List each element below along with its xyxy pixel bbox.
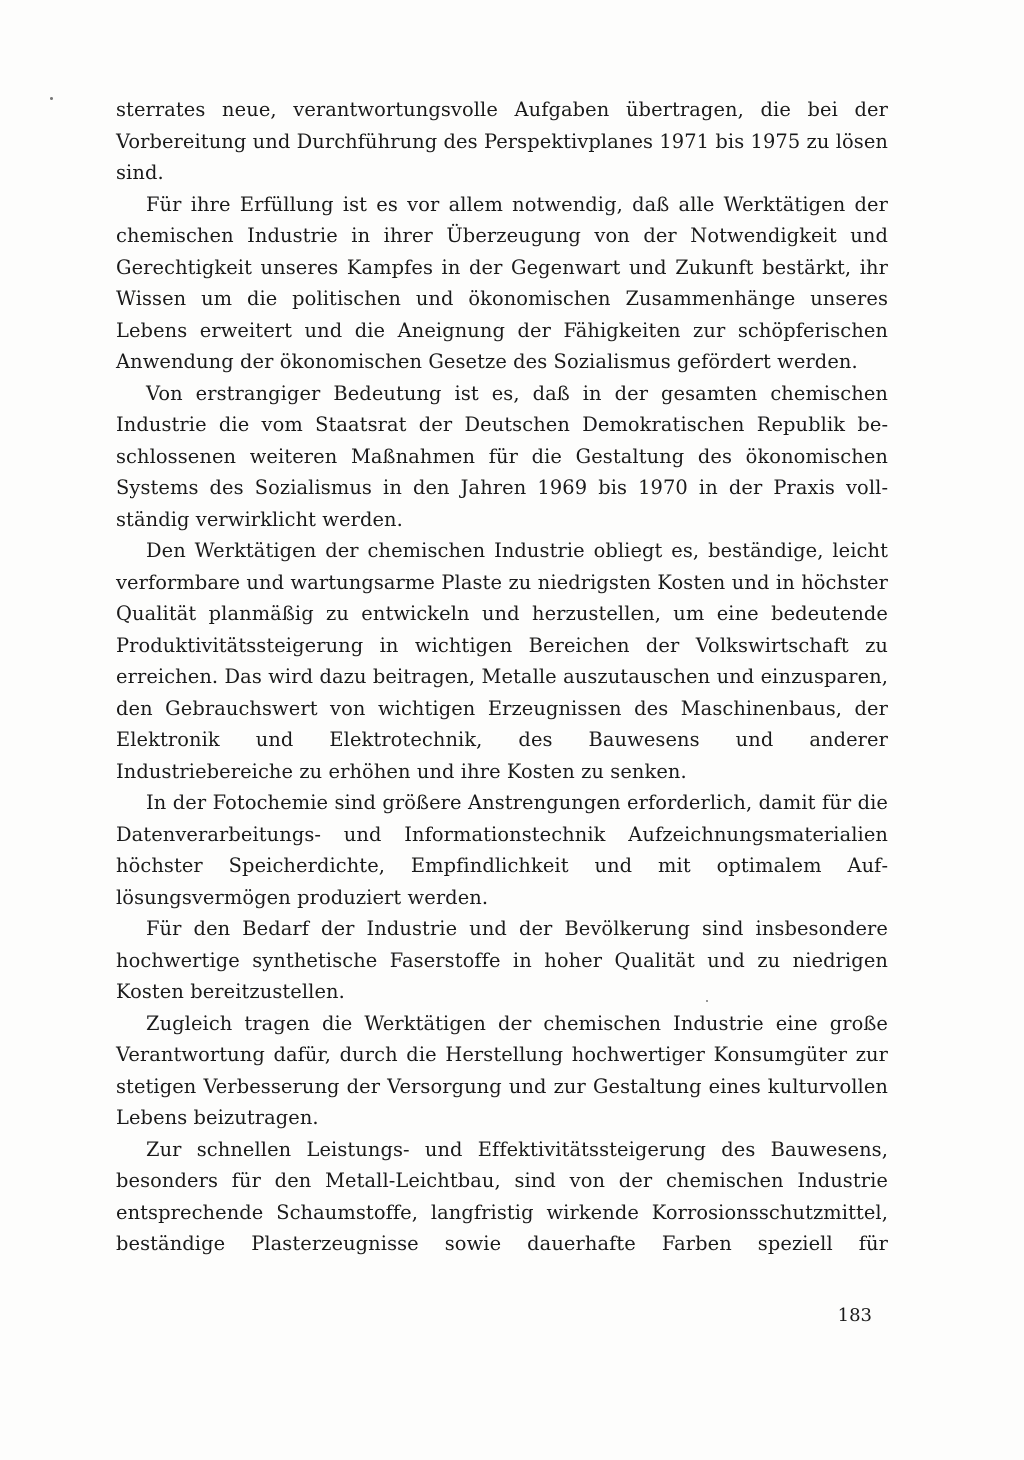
paragraph: In der Fotochemie sind größere Anstrengungen erforderlich, damit für die Datenverarbeitungs- und Informationstechnik Aufzeichnungsmaterialien höchster Speicherdichte, Empfindlichkeit und mit optimalem Auflösungsvermögen produziert werden. [116,791,888,909]
paragraph: Von erstrangiger Bedeutung ist es, daß in der gesamten chemischen Industrie die vom Staatsrat der Deutschen Demokratischen Republik beschlossenen weiteren Maßnahmen für die Gestaltung des ökonomischen Systems des Sozialismus in den Jahren 1969 bis 1970 in der Praxis vollständig verwirklicht werden. [116,381,888,531]
paragraph: Zugleich tragen die Werktätigen der chemischen Industrie eine große Verantwortung dafür, durch die Herstellung hochwertiger Konsumgüter zur stetigen Verbesserung der Versorgung und zur Gestaltung eines kulturvollen Lebens beizutragen. [116,1011,888,1129]
page-number: 183 [837,1305,872,1326]
paragraph: Für ihre Erfüllung ist es vor allem notwendig, daß alle Werktätigen der chemischen Industrie in ihrer Überzeugung von der Notwendigkeit und Gerechtigkeit unseres Kampfes in der Gegenwart und Zukunft bestärkt, ihr Wissen um die politischen und ökonomischen Zusammenhänge unseres Lebens erweitert und die Aneignung der Fähigkeiten zur schöpferischen Anwendung der ökonomischen Gesetze des Sozialismus gefördert werden. [116,192,888,373]
paragraph: Für den Bedarf der Industrie und der Bevölkerung sind insbesondere hochwertige synthetische Faserstoffe in hoher Qualität und zu niedrigen Kosten bereitzustellen. [116,917,888,1003]
body-text [116,94,888,1260]
paper-speck [50,97,53,100]
paragraph: Den Werktätigen der chemischen Industrie obliegt es, beständige, leicht verformbare und wartungsarme Plaste zu niedrigsten Kosten und in höchster Qualität planmäßig zu entwickeln und herzustellen, um eine bedeutende Produktivitätssteigerung in wichtigen Bereichen der Volkswirtschaft zu erreichen. Das wird dazu beitragen, Metalle auszutauschen und einzusparen, den Gebrauchswert von wichtigen Erzeugnissen des Maschinenbaus, der Elektronik und Elektrotechnik, des Bauwesens und anderer Industriebereiche zu erhöhen und ihre Kosten zu senken. [116,539,888,783]
paragraph: sterrates neue, verantwortungsvolle Aufgaben übertragen, die bei der Vorbereitung und Durchführung des Perspektivplanes 1971 bis 1975 zu lösen sind. [116,98,888,184]
paragraph: Zur schnellen Leistungs- und Effektivitätssteigerung des Bauwesens, besonders für den Metall-Leichtbau, sind von der chemischen Industrie entsprechende Schaumstoffe, langfristig wirkende Korrosionsschutzmittel, beständige Plasterzeugnisse sowie dauerhafte Farben speziell für [116,1137,888,1255]
